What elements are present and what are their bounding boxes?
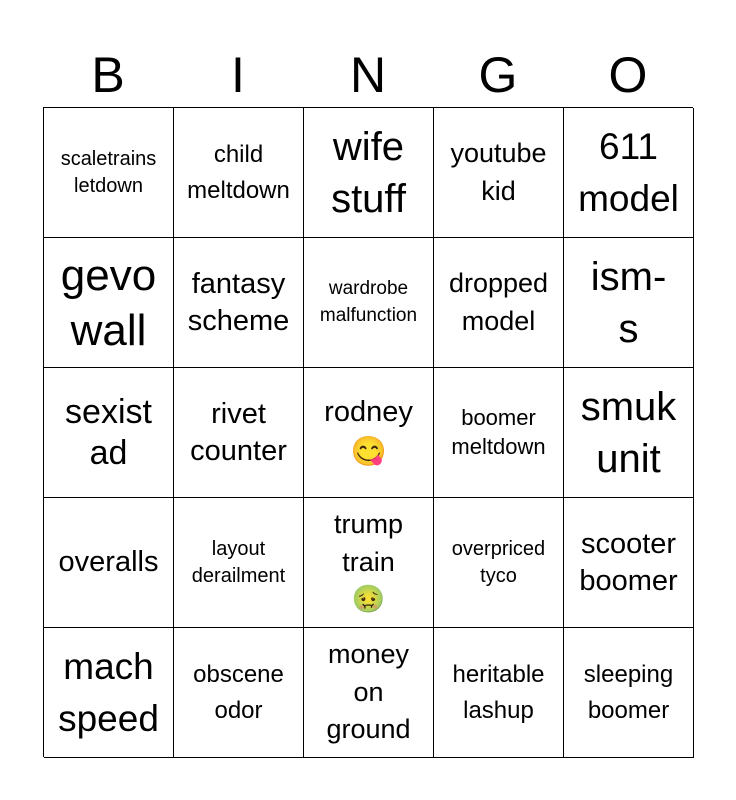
bingo-cell[interactable]: [434, 108, 564, 238]
cell-text: fantasy scheme: [187, 268, 290, 337]
cell-text: wife stuff: [331, 124, 406, 221]
bingo-cell[interactable]: [304, 108, 434, 238]
header-letter-n: N: [349, 47, 387, 103]
cell-text: dropped model: [448, 267, 549, 336]
cell-text: wardrobe malfunction: [319, 277, 418, 326]
cell-text: heritable lashup: [452, 660, 545, 724]
cell-text: money on ground: [326, 638, 411, 745]
bingo-cell[interactable]: [174, 238, 304, 368]
bingo-cell[interactable]: [174, 108, 304, 238]
bingo-cell[interactable]: [304, 238, 434, 368]
cell-text: mach speed: [58, 646, 159, 739]
cell-text: child meltdown: [187, 140, 290, 204]
bingo-cell[interactable]: [434, 368, 564, 498]
cell-text: overalls: [58, 546, 159, 579]
bingo-cell[interactable]: [564, 498, 694, 628]
bingo-cell[interactable]: [304, 368, 434, 498]
cell-text: scaletrains letdown: [60, 147, 157, 197]
cell-text: sexist ad: [65, 392, 152, 472]
bingo-cell[interactable]: [44, 238, 174, 368]
cell-text: layout derailment: [191, 537, 286, 587]
cell-text: obscene odor: [193, 660, 284, 724]
cell-text: rodney 😋: [324, 396, 413, 468]
bingo-cell[interactable]: [564, 238, 694, 368]
bingo-cell[interactable]: [174, 628, 304, 758]
bingo-cell[interactable]: [434, 498, 564, 628]
bingo-cell[interactable]: [174, 498, 304, 628]
header-letter-i: I: [231, 47, 245, 103]
bingo-cell[interactable]: [564, 368, 694, 498]
bingo-cell[interactable]: [564, 108, 694, 238]
bingo-cell[interactable]: [434, 628, 564, 758]
bingo-cell[interactable]: [44, 368, 174, 498]
cell-text: scooter boomer: [579, 528, 678, 597]
header-letter-b: B: [91, 47, 125, 103]
cell-text: rivet counter: [190, 398, 287, 467]
cell-text: youtube kid: [450, 137, 547, 206]
bingo-cell[interactable]: [44, 628, 174, 758]
bingo-board: [43, 107, 693, 757]
bingo-cell[interactable]: [434, 238, 564, 368]
cell-text: trump train 🤢: [333, 508, 404, 615]
header-letter-g: G: [478, 47, 518, 103]
cell-text: smuk unit: [580, 384, 677, 481]
cell-text: sleeping boomer: [583, 660, 674, 724]
cell-text: ism- s: [590, 254, 667, 351]
bingo-cell[interactable]: [564, 628, 694, 758]
bingo-header: [43, 42, 693, 108]
cell-text: 611 model: [578, 126, 679, 219]
bingo-cell[interactable]: [304, 628, 434, 758]
cell-text: boomer meltdown: [451, 404, 546, 459]
cell-text: gevo wall: [60, 250, 157, 355]
header-letter-o: O: [608, 47, 648, 103]
bingo-cell[interactable]: [304, 498, 434, 628]
bingo-cell[interactable]: [44, 498, 174, 628]
bingo-cell[interactable]: [174, 368, 304, 498]
bingo-cell[interactable]: [44, 108, 174, 238]
cell-text: overpriced tyco: [451, 537, 546, 587]
